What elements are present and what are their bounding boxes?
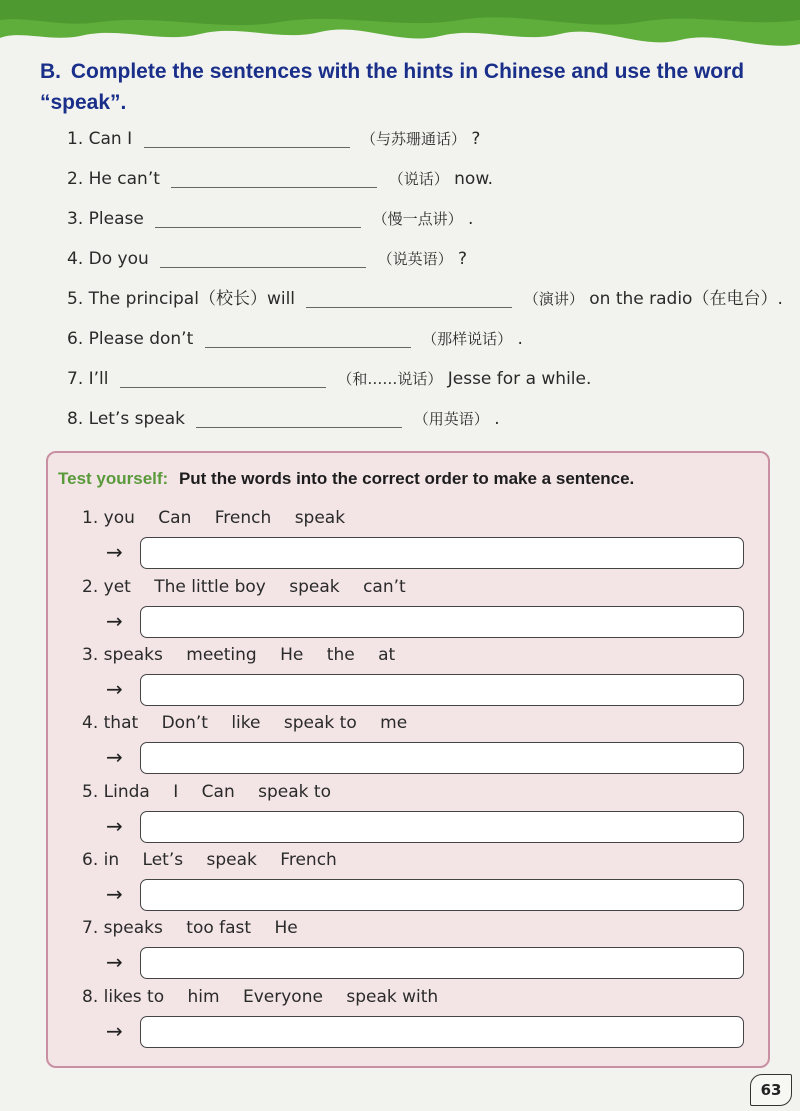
word-chip: French [280, 850, 337, 870]
test-yourself-instruction: Put the words into the correct order to make a sentence. [178, 469, 635, 488]
word-chip: He [274, 918, 298, 938]
word-list [82, 574, 754, 600]
arrow-right-icon: → [106, 677, 123, 701]
reorder-item-8 [82, 984, 754, 1052]
word-chip: Can [158, 508, 192, 528]
word-chip: that [103, 713, 139, 733]
reorder-item-4 [82, 710, 754, 778]
item-number: 1. [82, 508, 99, 528]
question-number: 3. [67, 209, 84, 229]
chinese-hint: （慢一点讲） [372, 210, 463, 228]
question-number: 4. [67, 249, 84, 269]
word-list [82, 847, 754, 873]
word-list [82, 642, 754, 668]
question-row-1 [67, 124, 787, 164]
answer-row [106, 674, 754, 706]
word-chip: French [214, 508, 272, 528]
question-text-after: . [517, 329, 523, 349]
word-chip: at [378, 645, 396, 665]
question-number: 6. [67, 329, 84, 349]
question-text-before: Please don’t [88, 329, 194, 349]
test-yourself-panel [46, 451, 770, 1068]
word-chip: in [103, 850, 120, 870]
question-row-4 [67, 244, 787, 284]
answer-row [106, 742, 754, 774]
word-chip: yet [103, 577, 131, 597]
question-number: 8. [67, 409, 84, 429]
test-yourself-label: Test yourself: [58, 469, 169, 488]
item-number: 7. [82, 918, 99, 938]
answer-row [106, 811, 754, 843]
word-chip: speak [294, 508, 346, 528]
answer-box[interactable] [140, 879, 744, 911]
answer-row [106, 947, 754, 979]
word-list [82, 915, 754, 941]
chinese-hint: （与苏珊通话） [360, 130, 466, 148]
word-list [82, 779, 754, 805]
arrow-right-icon: → [106, 745, 123, 769]
top-decoration-band [0, 0, 800, 60]
question-number: 2. [67, 169, 84, 189]
item-number: 8. [82, 987, 99, 1007]
arrow-right-icon: → [106, 950, 123, 974]
arrow-right-icon: → [106, 1019, 123, 1043]
answer-blank[interactable] [155, 209, 361, 228]
word-chip: speak to [283, 713, 357, 733]
question-row-5 [67, 284, 787, 324]
word-chip: the [326, 645, 355, 665]
question-text-before: He can’t [88, 169, 160, 189]
answer-box[interactable] [140, 537, 744, 569]
arrow-right-icon: → [106, 814, 123, 838]
exercise-b-title: Complete the sentences with the hints in Chinese and use the word “speak”. [40, 60, 745, 114]
reorder-item-1 [82, 505, 754, 573]
word-chip: him [187, 987, 220, 1007]
chinese-hint: （用英语） [413, 410, 489, 428]
question-row-8 [67, 404, 787, 444]
item-number: 4. [82, 713, 99, 733]
answer-box[interactable] [140, 947, 744, 979]
question-number: 5. [67, 289, 84, 309]
word-chip: can’t [363, 577, 406, 597]
question-text-before: I’ll [88, 369, 109, 389]
answer-blank[interactable] [205, 329, 411, 348]
question-number: 1. [67, 129, 84, 149]
word-chip: Let’s [142, 850, 184, 870]
exercise-b-letter: B. [40, 60, 61, 83]
question-text-after: . [468, 209, 474, 229]
chinese-hint: （那样说话） [422, 330, 513, 348]
word-chip: too fast [186, 918, 252, 938]
question-text-before: Let’s speak [88, 409, 185, 429]
question-row-6 [67, 324, 787, 364]
answer-box[interactable] [140, 1016, 744, 1048]
word-chip: like [231, 713, 261, 733]
answer-blank[interactable] [306, 289, 512, 308]
word-chip: you [103, 508, 135, 528]
answer-blank[interactable] [196, 409, 402, 428]
answer-box[interactable] [140, 742, 744, 774]
chinese-hint: （说英语） [377, 250, 453, 268]
answer-row [106, 537, 754, 569]
reorder-item-3 [82, 642, 754, 710]
answer-blank[interactable] [120, 369, 326, 388]
word-chip: Don’t [161, 713, 208, 733]
word-chip: Can [201, 782, 235, 802]
word-chip: speaks [103, 645, 163, 665]
question-text-after: ? [471, 129, 481, 149]
chinese-hint: （和……说话） [337, 370, 443, 388]
answer-box[interactable] [140, 674, 744, 706]
question-text-after: now. [454, 169, 494, 189]
item-number: 6. [82, 850, 99, 870]
word-chip: He [280, 645, 304, 665]
question-text-before: Do you [88, 249, 149, 269]
arrow-right-icon: → [106, 540, 123, 564]
answer-blank[interactable] [160, 249, 366, 268]
word-list [82, 505, 754, 531]
question-text-before: Can I [88, 129, 133, 149]
question-text-before: The principal（校长）will [88, 289, 296, 309]
word-chip: meeting [186, 645, 257, 665]
answer-blank[interactable] [171, 169, 377, 188]
test-yourself-heading [58, 469, 634, 489]
question-text-after: . [494, 409, 500, 429]
reorder-item-5 [82, 779, 754, 847]
question-text-after: on the radio（在电台）. [589, 289, 783, 309]
question-text-before: Please [88, 209, 144, 229]
word-chip: me [380, 713, 408, 733]
question-row-3 [67, 204, 787, 244]
question-number: 7. [67, 369, 84, 389]
reorder-item-7 [82, 915, 754, 983]
answer-box[interactable] [140, 606, 744, 638]
word-chip: speak [206, 850, 257, 870]
item-number: 3. [82, 645, 99, 665]
page-number: 63 [750, 1074, 792, 1106]
chinese-hint: （演讲） [523, 290, 584, 308]
question-text-after: ? [458, 249, 468, 269]
word-list [82, 710, 754, 736]
word-chip: The little boy [154, 577, 266, 597]
word-chip: Everyone [243, 987, 323, 1007]
question-row-2 [67, 164, 787, 204]
answer-box[interactable] [140, 811, 744, 843]
answer-row [106, 1016, 754, 1048]
exercise-b-heading [40, 56, 770, 118]
item-number: 2. [82, 577, 99, 597]
exercise-b-question-list [67, 124, 787, 444]
arrow-right-icon: → [106, 882, 123, 906]
word-chip: I [173, 782, 179, 802]
word-chip: speak with [346, 987, 439, 1007]
arrow-right-icon: → [106, 609, 123, 633]
word-chip: speak [289, 577, 340, 597]
word-list [82, 984, 754, 1010]
reorder-item-2 [82, 574, 754, 642]
word-chip: speaks [103, 918, 163, 938]
word-chip: Linda [103, 782, 150, 802]
word-chip: speak to [258, 782, 331, 802]
word-chip: likes to [103, 987, 165, 1007]
answer-blank[interactable] [144, 129, 350, 148]
answer-row [106, 879, 754, 911]
item-number: 5. [82, 782, 99, 802]
answer-row [106, 606, 754, 638]
question-row-7 [67, 364, 787, 404]
question-text-after: Jesse for a while. [447, 369, 592, 389]
reorder-item-6 [82, 847, 754, 915]
chinese-hint: （说话） [388, 170, 449, 188]
